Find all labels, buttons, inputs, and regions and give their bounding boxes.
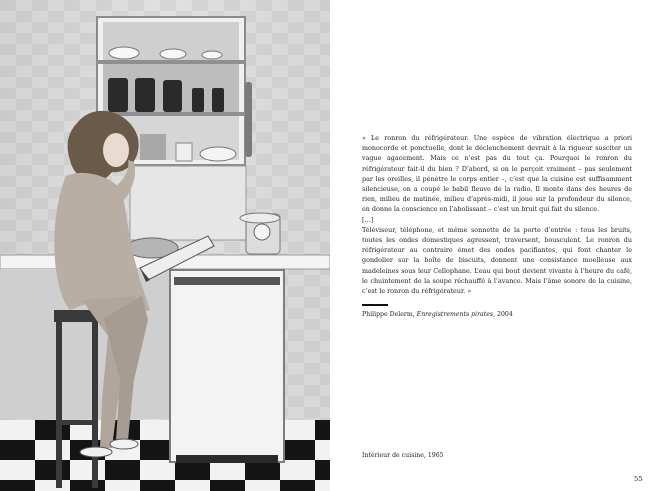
kitchen-scale [240, 213, 280, 254]
rolling-pin [245, 82, 252, 157]
attribution [362, 311, 513, 318]
quote-text [362, 133, 632, 296]
quote-ellipsis: [...] [362, 215, 374, 224]
separator-rule [362, 304, 388, 306]
page-number: 55 [634, 475, 643, 483]
quote-paragraph-2: Téléviseur, téléphone, et même sonnette de la porte d’entrée : tous les bruits, toutes les ondes domestiques agressent, traversent, bousculent. Le ronron du réfrigérateur au contraire émet des ondes pacifiantes, qui font chanter le gondolier sur la boîte de biscuits, donnent une consistance moelleuse aux madeleines sous leur Cellophane. L’eau qui bout devient vivante à l’heure du café, le chuintement de la soupe réchauffé à l’avance. Mais l’âme sonore de la cuisine, c’est le ronron du réfrigérateur. » [362, 225, 632, 296]
attribution-title: Enregistrements pirates [416, 311, 494, 318]
quote-paragraph-1: « Le ronron du réfrigérateur. Une espèce de vibration électrique a priori monocorde et ponctuelle, dont le déclenchement devrait à la rigueur susciter un vague agacement. Mais ce n’est pas du tout ça. Pourquoi le ronron du réfrigérateur fait-il du bien ? D’abord, si on le perçoit vraiment – pas seulement par les oreilles, il pénètre le corps entier –, c’est que la cuisine est suffisamment silencieuse, on a coupé le babil fleuve de la radio. Il monte dans des heures de rien, milieu de matinée, milieu d’après-midi, il joue sur la profondeur du silence, en donne la conscience en l’abolissant – c’est un bruit qui fait du silence. [362, 134, 632, 214]
attribution-year: , 2004 [493, 311, 513, 318]
attribution-author: Philippe Delerm, [362, 311, 415, 318]
backsplash-panel [130, 166, 246, 240]
refrigerator [170, 270, 284, 463]
photo-caption: Intérieur de cuisine, 1965 [362, 452, 444, 459]
